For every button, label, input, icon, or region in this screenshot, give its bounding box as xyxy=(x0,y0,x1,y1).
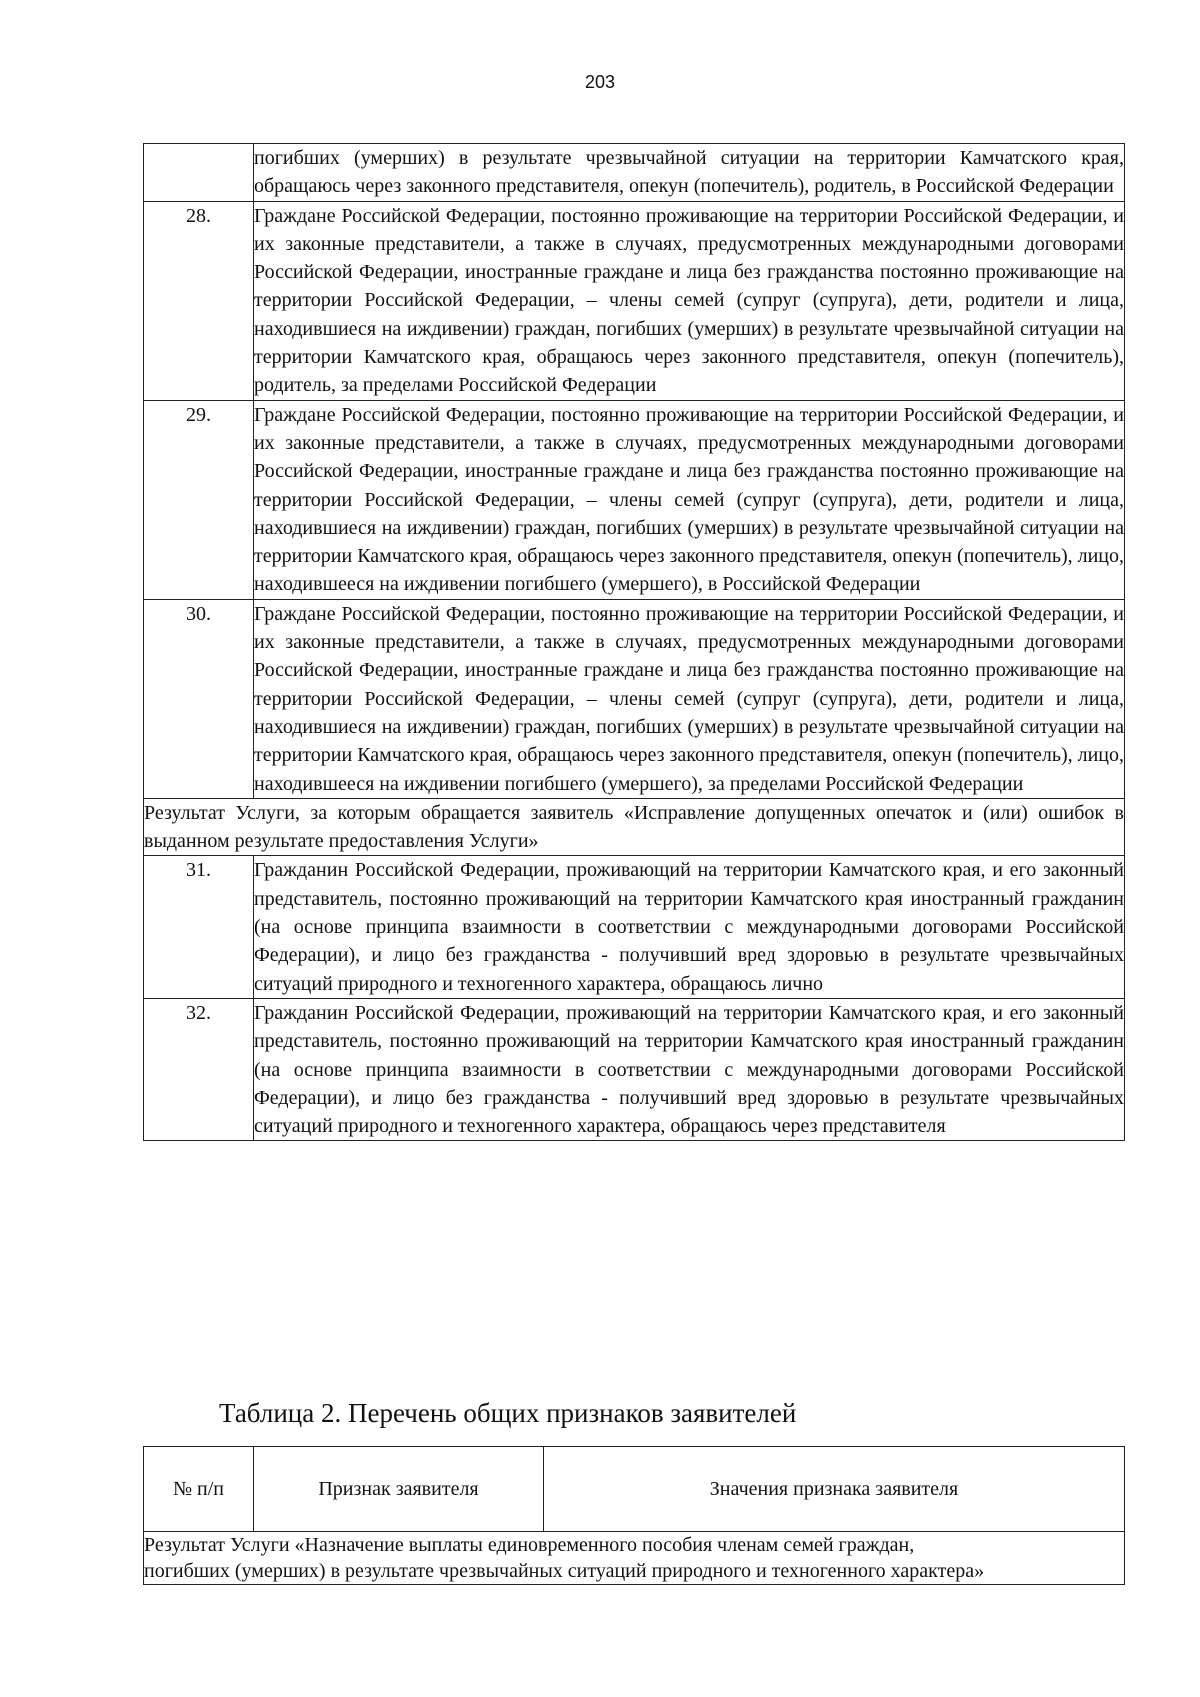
row-number-cell: 31. xyxy=(144,856,254,998)
column-header-sign: Признак заявителя xyxy=(254,1447,544,1532)
table2-title: Таблица 2. Перечень общих признаков заявителей xyxy=(219,1398,797,1428)
section-header-row xyxy=(144,798,1125,856)
row-description-cell: погибших (умерших) в результате чрезвычайной ситуации на территории Камчатского края, обращаюсь через законного представителя, опекун (попечитель), родитель, в Российской Федерации xyxy=(254,144,1125,202)
section-header-line: погибших (умерших) в результате чрезвычайных ситуаций природного и техногенного характера» xyxy=(144,1560,985,1582)
table-row xyxy=(144,201,1125,400)
row-number-cell xyxy=(144,144,254,202)
section-header-row xyxy=(144,1532,1125,1585)
row-description-cell: Граждане Российской Федерации, постоянно проживающие на территории Российской Федерации, и их законные представители, а также в случаях, предусмотренных международными договорами Российской Федерации, иностранные граждане и лица без гражданства постоянно проживающие на территории Российской Федерации, – члены семей (супруг (супруга), дети, родители и лица, находившиеся на иждивении) граждан, погибших (умерших) в результате чрезвычайной ситуации на территории Камчатского края, обращаюсь через законного представителя, опекун (попечитель), лицо, находившееся на иждивении погибшего (умершего), в Российской Федерации xyxy=(254,400,1125,599)
table-row xyxy=(144,856,1125,998)
section-header-line: Результат Услуги «Назначение выплаты единовременного пособия членам семей граждан, xyxy=(144,1534,915,1556)
page-number: 203 xyxy=(584,72,616,92)
row-description-cell: Граждане Российской Федерации, постоянно проживающие на территории Российской Федерации, и их законные представители, а также в случаях, предусмотренных международными договорами Российской Федерации, иностранные граждане и лица без гражданства постоянно проживающие на территории Российской Федерации, – члены семей (супруг (супруга), дети, родители и лица, находившиеся на иждивении) граждан, погибших (умерших) в результате чрезвычайной ситуации на территории Камчатского края, обращаюсь через законного представителя, опекун (попечитель), лицо, находившееся на иждивении погибшего (умершего), за пределами Российской Федерации xyxy=(254,599,1125,798)
row-number-cell: 30. xyxy=(144,599,254,798)
row-description-cell: Гражданин Российской Федерации, проживающий на территории Камчатского края, и его законный представитель, постоянно проживающий на территории Камчатского края иностранный гражданин (на основе принципа взаимности в соответствии с международными договорами Российской Федерации), и лицо без гражданства - получивший вред здоровью в результате чрезвычайных ситуаций природного и техногенного характера, обращаюсь через представителя xyxy=(254,998,1125,1140)
row-number-cell: 28. xyxy=(144,201,254,400)
column-header-values: Значения признака заявителя xyxy=(544,1447,1125,1532)
table-row xyxy=(144,998,1125,1140)
table-header-row xyxy=(144,1447,1125,1532)
table-row xyxy=(144,599,1125,798)
applicant-variants-table xyxy=(143,143,1125,1141)
row-number-cell: 29. xyxy=(144,400,254,599)
row-description-cell: Гражданин Российской Федерации, проживающий на территории Камчатского края, и его законный представитель, постоянно проживающий на территории Камчатского края иностранный гражданин (на основе принципа взаимности в соответствии с международными договорами Российской Федерации), и лицо без гражданства - получивший вред здоровью в результате чрезвычайных ситуаций природного и техногенного характера, обращаюсь лично xyxy=(254,856,1125,998)
section-header-cell: Результат Услуги, за которым обращается заявитель «Исправление допущенных опечаток и (или) ошибок в выданном результате предоставления Услуги» xyxy=(144,798,1125,856)
column-header-number: № п/п xyxy=(144,1447,254,1532)
table-row xyxy=(144,400,1125,599)
row-number-cell: 32. xyxy=(144,998,254,1140)
section-header-cell xyxy=(144,1532,1125,1585)
common-signs-table xyxy=(143,1446,1125,1585)
table-row xyxy=(144,144,1125,202)
row-description-cell: Граждане Российской Федерации, постоянно проживающие на территории Российской Федерации, и их законные представители, а также в случаях, предусмотренных международными договорами Российской Федерации, иностранные граждане и лица без гражданства постоянно проживающие на территории Российской Федерации, – члены семей (супруг (супруга), дети, родители и лица, находившиеся на иждивении) граждан, погибших (умерших) в результате чрезвычайной ситуации на территории Камчатского края, обращаюсь через законного представителя, опекун (попечитель), родитель, за пределами Российской Федерации xyxy=(254,201,1125,400)
